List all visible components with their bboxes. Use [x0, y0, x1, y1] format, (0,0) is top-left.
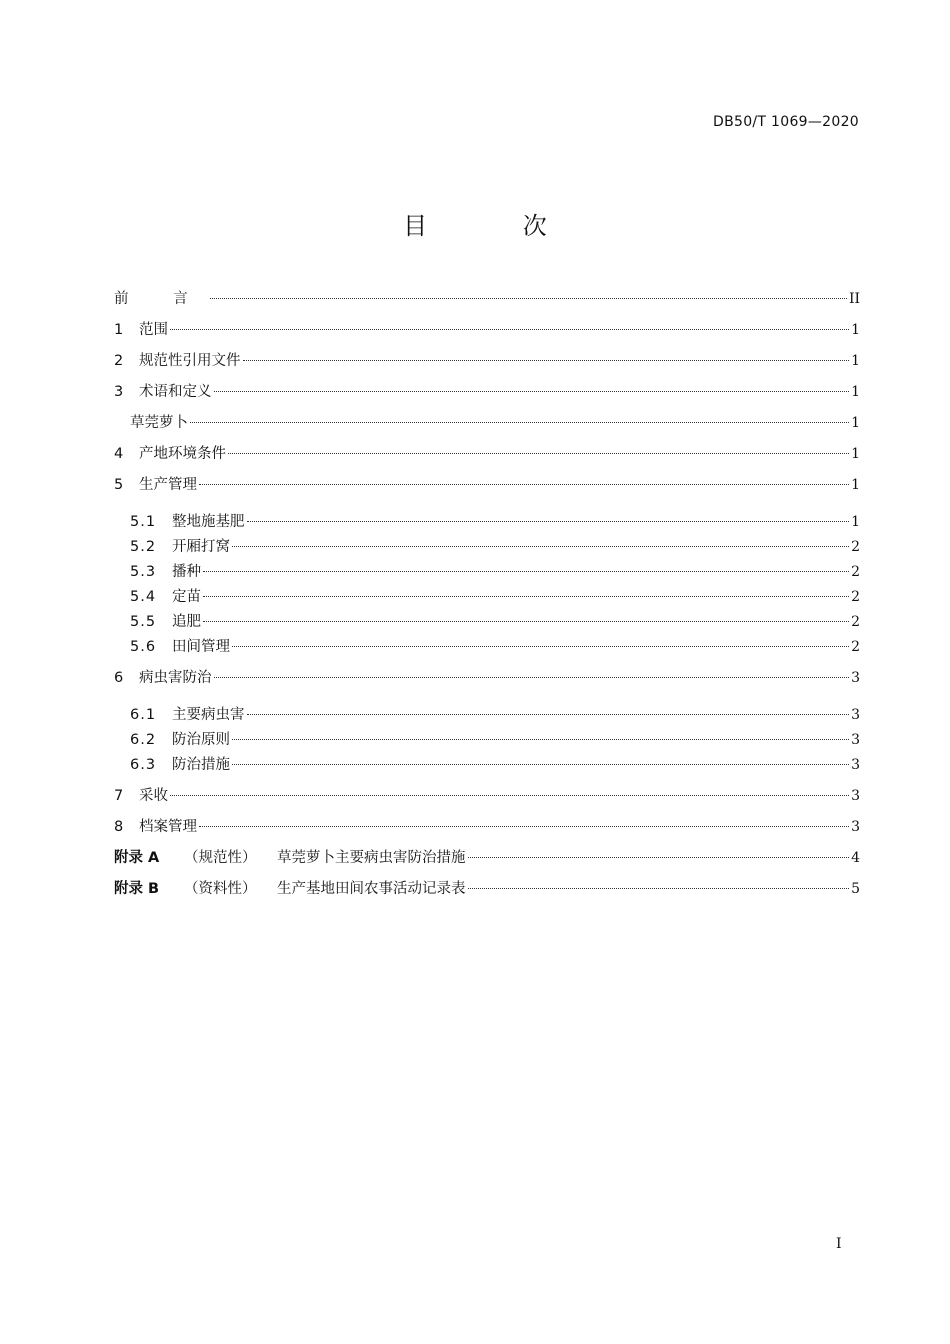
toc-label: 草莞萝卜 — [130, 415, 188, 431]
toc-page: 1 — [851, 415, 860, 431]
toc-entry-6-3[interactable] — [114, 753, 860, 778]
toc-number: 6.1 — [130, 707, 157, 723]
toc-number: 6 — [114, 670, 124, 686]
toc-label: 播种 — [172, 564, 201, 580]
toc-entry-8[interactable] — [114, 815, 860, 846]
table-of-contents — [114, 287, 860, 908]
toc-page: 1 — [851, 514, 860, 530]
toc-entry-2[interactable] — [114, 349, 860, 380]
toc-page: 2 — [851, 539, 860, 555]
toc-label: 档案管理 — [139, 819, 197, 835]
leader-dots — [170, 795, 849, 796]
leader-dots — [247, 521, 850, 522]
toc-entry-4[interactable] — [114, 442, 860, 473]
toc-number: 6.3 — [130, 757, 157, 773]
toc-entry-5-6[interactable] — [114, 635, 860, 660]
toc-page: 3 — [851, 788, 860, 804]
toc-page: 5 — [851, 881, 860, 897]
toc-label: 定苗 — [172, 589, 201, 605]
toc-page: 3 — [851, 819, 860, 835]
leader-dots — [232, 739, 849, 740]
toc-label: 防治原则 — [172, 732, 230, 748]
leader-dots — [203, 621, 849, 622]
toc-entry-5-1[interactable] — [114, 510, 860, 535]
page-title: 目 次 — [403, 212, 591, 240]
leader-dots — [199, 826, 849, 827]
toc-page: 4 — [851, 850, 860, 866]
toc-number: 5 — [114, 477, 124, 493]
toc-number: 2 — [114, 353, 124, 369]
toc-entry-5-3[interactable] — [114, 560, 860, 585]
toc-page: 1 — [851, 322, 860, 338]
leader-dots — [243, 360, 850, 361]
leader-dots — [190, 422, 849, 423]
appendix-kind: （规范性） — [184, 850, 257, 866]
toc-label: 生产管理 — [139, 477, 197, 493]
toc-number: 6.2 — [130, 732, 157, 748]
toc-entry-appendix-b[interactable] — [114, 877, 860, 908]
toc-label: 田间管理 — [172, 639, 230, 655]
toc-number: 7 — [114, 788, 124, 804]
toc-label: 病虫害防治 — [139, 670, 212, 686]
toc-page: II — [848, 291, 860, 307]
leader-dots — [210, 298, 847, 299]
toc-number: 5.4 — [130, 589, 157, 605]
toc-entry-5-5[interactable] — [114, 610, 860, 635]
toc-label: 追肥 — [172, 614, 201, 630]
toc-label: 产地环境条件 — [139, 446, 226, 462]
toc-number: 5.3 — [130, 564, 157, 580]
toc-page: 1 — [851, 477, 860, 493]
toc-number: 5.1 — [130, 514, 157, 530]
toc-label: 防治措施 — [172, 757, 230, 773]
leader-dots — [199, 484, 849, 485]
footer-page-number: I — [836, 1236, 842, 1252]
toc-entry-1[interactable] — [114, 318, 860, 349]
toc-label: 草莞萝卜主要病虫害防治措施 — [277, 850, 466, 866]
leader-dots — [203, 596, 849, 597]
toc-number: 附录 A — [114, 850, 160, 866]
toc-page: 1 — [851, 384, 860, 400]
leader-dots — [228, 453, 849, 454]
leader-dots — [203, 571, 849, 572]
toc-entry-5-4[interactable] — [114, 585, 860, 610]
toc-page: 2 — [851, 564, 860, 580]
leader-dots — [468, 888, 850, 889]
toc-entry-preface[interactable] — [114, 287, 860, 318]
toc-page: 2 — [851, 614, 860, 630]
toc-page: 2 — [851, 589, 860, 605]
appendix-kind: （资料性） — [184, 881, 257, 897]
toc-entry-7[interactable] — [114, 784, 860, 815]
toc-page: 2 — [851, 639, 860, 655]
toc-page: 3 — [851, 707, 860, 723]
toc-entry-5-2[interactable] — [114, 535, 860, 560]
leader-dots — [214, 391, 850, 392]
toc-number: 8 — [114, 819, 124, 835]
leader-dots — [232, 546, 849, 547]
leader-dots — [247, 714, 850, 715]
leader-dots — [232, 646, 849, 647]
toc-number: 5.6 — [130, 639, 157, 655]
toc-entry-appendix-a[interactable] — [114, 846, 860, 877]
toc-label: 术语和定义 — [139, 384, 212, 400]
toc-page: 3 — [851, 732, 860, 748]
toc-number: 附录 B — [114, 881, 160, 897]
toc-entry-6-1[interactable] — [114, 703, 860, 728]
toc-label: 生产基地田间农事活动记录表 — [277, 881, 466, 897]
toc-page: 1 — [851, 353, 860, 369]
toc-number: 1 — [114, 322, 124, 338]
toc-number: 4 — [114, 446, 124, 462]
toc-entry-3-term[interactable] — [114, 411, 860, 442]
toc-entry-6-2[interactable] — [114, 728, 860, 753]
toc-entry-3[interactable] — [114, 380, 860, 411]
leader-dots — [214, 677, 850, 678]
toc-label: 主要病虫害 — [172, 707, 245, 723]
toc-page: 3 — [851, 670, 860, 686]
leader-dots — [468, 857, 850, 858]
toc-page: 1 — [851, 446, 860, 462]
document-code: DB50/T 1069—2020 — [713, 114, 859, 130]
toc-entry-5[interactable] — [114, 473, 860, 504]
toc-label: 范围 — [139, 322, 168, 338]
toc-number: 3 — [114, 384, 124, 400]
toc-label: 规范性引用文件 — [139, 353, 241, 369]
toc-page: 3 — [851, 757, 860, 773]
leader-dots — [170, 329, 849, 330]
toc-number: 5.5 — [130, 614, 157, 630]
toc-label: 整地施基肥 — [172, 514, 245, 530]
toc-number: 5.2 — [130, 539, 157, 555]
toc-label: 开厢打窝 — [172, 539, 230, 555]
toc-entry-6[interactable] — [114, 666, 860, 697]
leader-dots — [232, 764, 849, 765]
toc-label: 前 言 — [114, 291, 208, 307]
toc-label: 采收 — [139, 788, 168, 804]
